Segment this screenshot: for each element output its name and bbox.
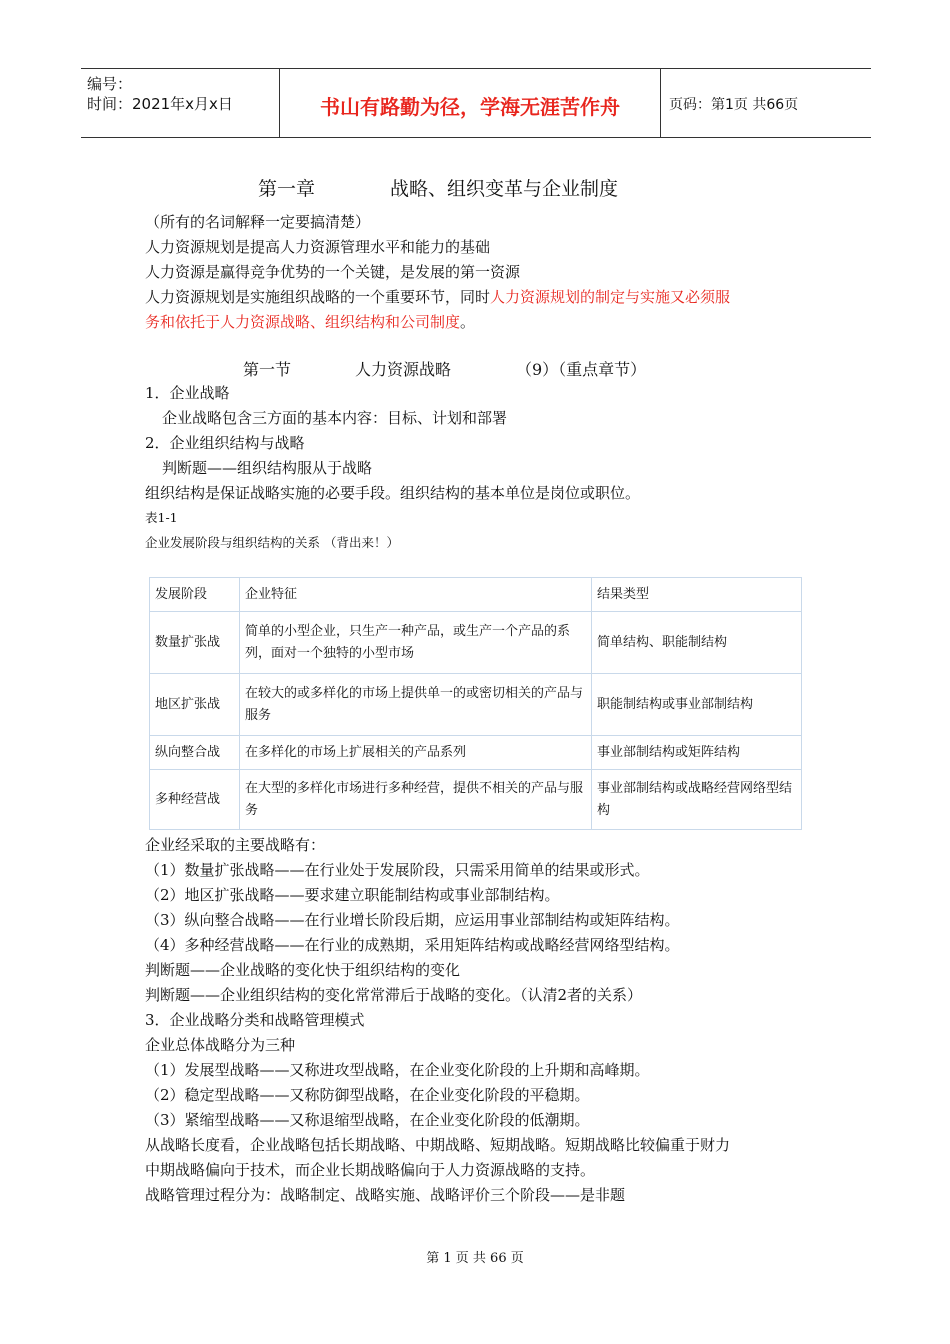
section-number: 第一节 <box>243 360 292 379</box>
motto: 书山有路勤为径，学海无涯苦作舟 <box>320 95 620 119</box>
table-header-cell: 结果类型 <box>592 578 802 612</box>
point-text: 判断题——组织结构服从于战略 <box>162 459 373 477</box>
table-header-cell: 发展阶段 <box>150 578 240 612</box>
table-cell: 在多样化的市场上扩展相关的产品系列 <box>240 736 592 770</box>
intro-para-text: 人力资源规划是实施组织战略的一个重要环节，同时 <box>145 288 491 306</box>
body-line: 判断题——企业战略的变化快于组织结构的变化 <box>145 961 461 979</box>
strategy-structure-table <box>149 577 802 830</box>
page-info: 页码：第1页 共66页 <box>669 97 799 113</box>
section-score: （9）（重点章节） <box>516 360 647 379</box>
section-title: 人力资源战略 <box>355 360 452 379</box>
table-cell: 职能制结构或事业部制结构 <box>592 674 802 736</box>
intro-line: （所有的名词解释一定要搞清楚） <box>145 213 371 231</box>
body-line: （1）发展型战略——又称进攻型战略，在企业变化阶段的上升期和高峰期。 <box>145 1061 650 1079</box>
point-heading: 1．企业战略 <box>145 384 230 402</box>
chapter-title: 战略、组织变革与企业制度 <box>390 178 619 200</box>
chapter-number: 第一章 <box>258 178 316 200</box>
header-meta-cell <box>81 69 280 137</box>
table-cell: 事业部制结构或矩阵结构 <box>592 736 802 770</box>
table-cell: 在大型的多样化市场进行多种经营，提供不相关的产品与服务 <box>240 770 592 830</box>
point-text: 组织结构是保证战略实施的必要手段。组织结构的基本单位是岗位或职位。 <box>145 484 641 502</box>
table-header-cell: 企业特征 <box>240 578 592 612</box>
code-label: 编号： <box>87 75 133 93</box>
table-row <box>150 612 802 674</box>
page-header <box>81 68 871 138</box>
body-line: 3．企业战略分类和战略管理模式 <box>145 1011 365 1029</box>
intro-line: 人力资源是赢得竞争优势的一个关键，是发展的第一资源 <box>145 263 521 281</box>
body-line: 企业经采取的主要战略有： <box>145 836 326 854</box>
table-row <box>150 770 802 830</box>
table-cell: 简单的小型企业，只生产一种产品，或生产一个产品的系列，面对一个独特的小型市场 <box>240 612 592 674</box>
body-line: 中期战略偏向于技术，而企业长期战略偏向于人力资源战略的支持。 <box>145 1161 596 1179</box>
table-cell: 多种经营战 <box>150 770 240 830</box>
table-cell: 简单结构、职能制结构 <box>592 612 802 674</box>
point-text: 企业战略包含三方面的基本内容：目标、计划和部署 <box>162 409 508 427</box>
page-footer: 第 1 页 共 66 页 <box>426 1251 524 1266</box>
table-cell: 纵向整合战 <box>150 736 240 770</box>
table-cell: 在较大的或多样化的市场上提供单一的或密切相关的产品与服务 <box>240 674 592 736</box>
body-line: （4）多种经营战略——在行业的成熟期，采用矩阵结构或战略经营网络型结构。 <box>145 936 680 954</box>
table-cell: 数量扩张战 <box>150 612 240 674</box>
body-line: 战略管理过程分为：战略制定、战略实施、战略评价三个阶段——是非题 <box>145 1186 626 1204</box>
table-row <box>150 736 802 770</box>
table-caption: 企业发展阶段与组织结构的关系 （背出来！） <box>145 535 399 550</box>
time-label: 时间：2021年x月x日 <box>87 95 233 113</box>
intro-paragraph-line1 <box>145 287 730 307</box>
point-heading: 2．企业组织结构与战略 <box>145 434 305 452</box>
intro-para-highlight: 人力资源规划的制定与实施又必须服 <box>490 288 731 306</box>
table-header-row <box>150 578 802 612</box>
intro-paragraph-line2 <box>145 312 475 332</box>
header-motto-cell <box>280 69 661 137</box>
body-line: （3）纵向整合战略——在行业增长阶段后期，应运用事业部制结构或矩阵结构。 <box>145 911 680 929</box>
body-line: （3）紧缩型战略——又称退缩型战略，在企业变化阶段的低潮期。 <box>145 1111 590 1129</box>
table-row <box>150 674 802 736</box>
table-cell: 地区扩张战 <box>150 674 240 736</box>
header-page-cell <box>661 69 871 137</box>
body-line: （2）地区扩张战略——要求建立职能制结构或事业部制结构。 <box>145 886 560 904</box>
intro-para-highlight-cont: 务和依托于人力资源战略、组织结构和公司制度 <box>145 313 461 331</box>
body-line: （2）稳定型战略——又称防御型战略，在企业变化阶段的平稳期。 <box>145 1086 590 1104</box>
intro-line: 人力资源规划是提高人力资源管理水平和能力的基础 <box>145 238 491 256</box>
intro-para-end: 。 <box>460 313 476 331</box>
body-line: 判断题——企业组织结构的变化常常滞后于战略的变化。（认清2者的关系） <box>145 986 643 1004</box>
body-line: 从战略长度看，企业战略包括长期战略、中期战略、短期战略。短期战略比较偏重于财力 <box>145 1136 731 1154</box>
table-label: 表1-1 <box>145 510 178 525</box>
body-line: 企业总体战略分为三种 <box>145 1036 296 1054</box>
body-line: （1）数量扩张战略——在行业处于发展阶段，只需采用简单的结果或形式。 <box>145 861 650 879</box>
table-cell: 事业部制结构或战略经营网络型结构 <box>592 770 802 830</box>
